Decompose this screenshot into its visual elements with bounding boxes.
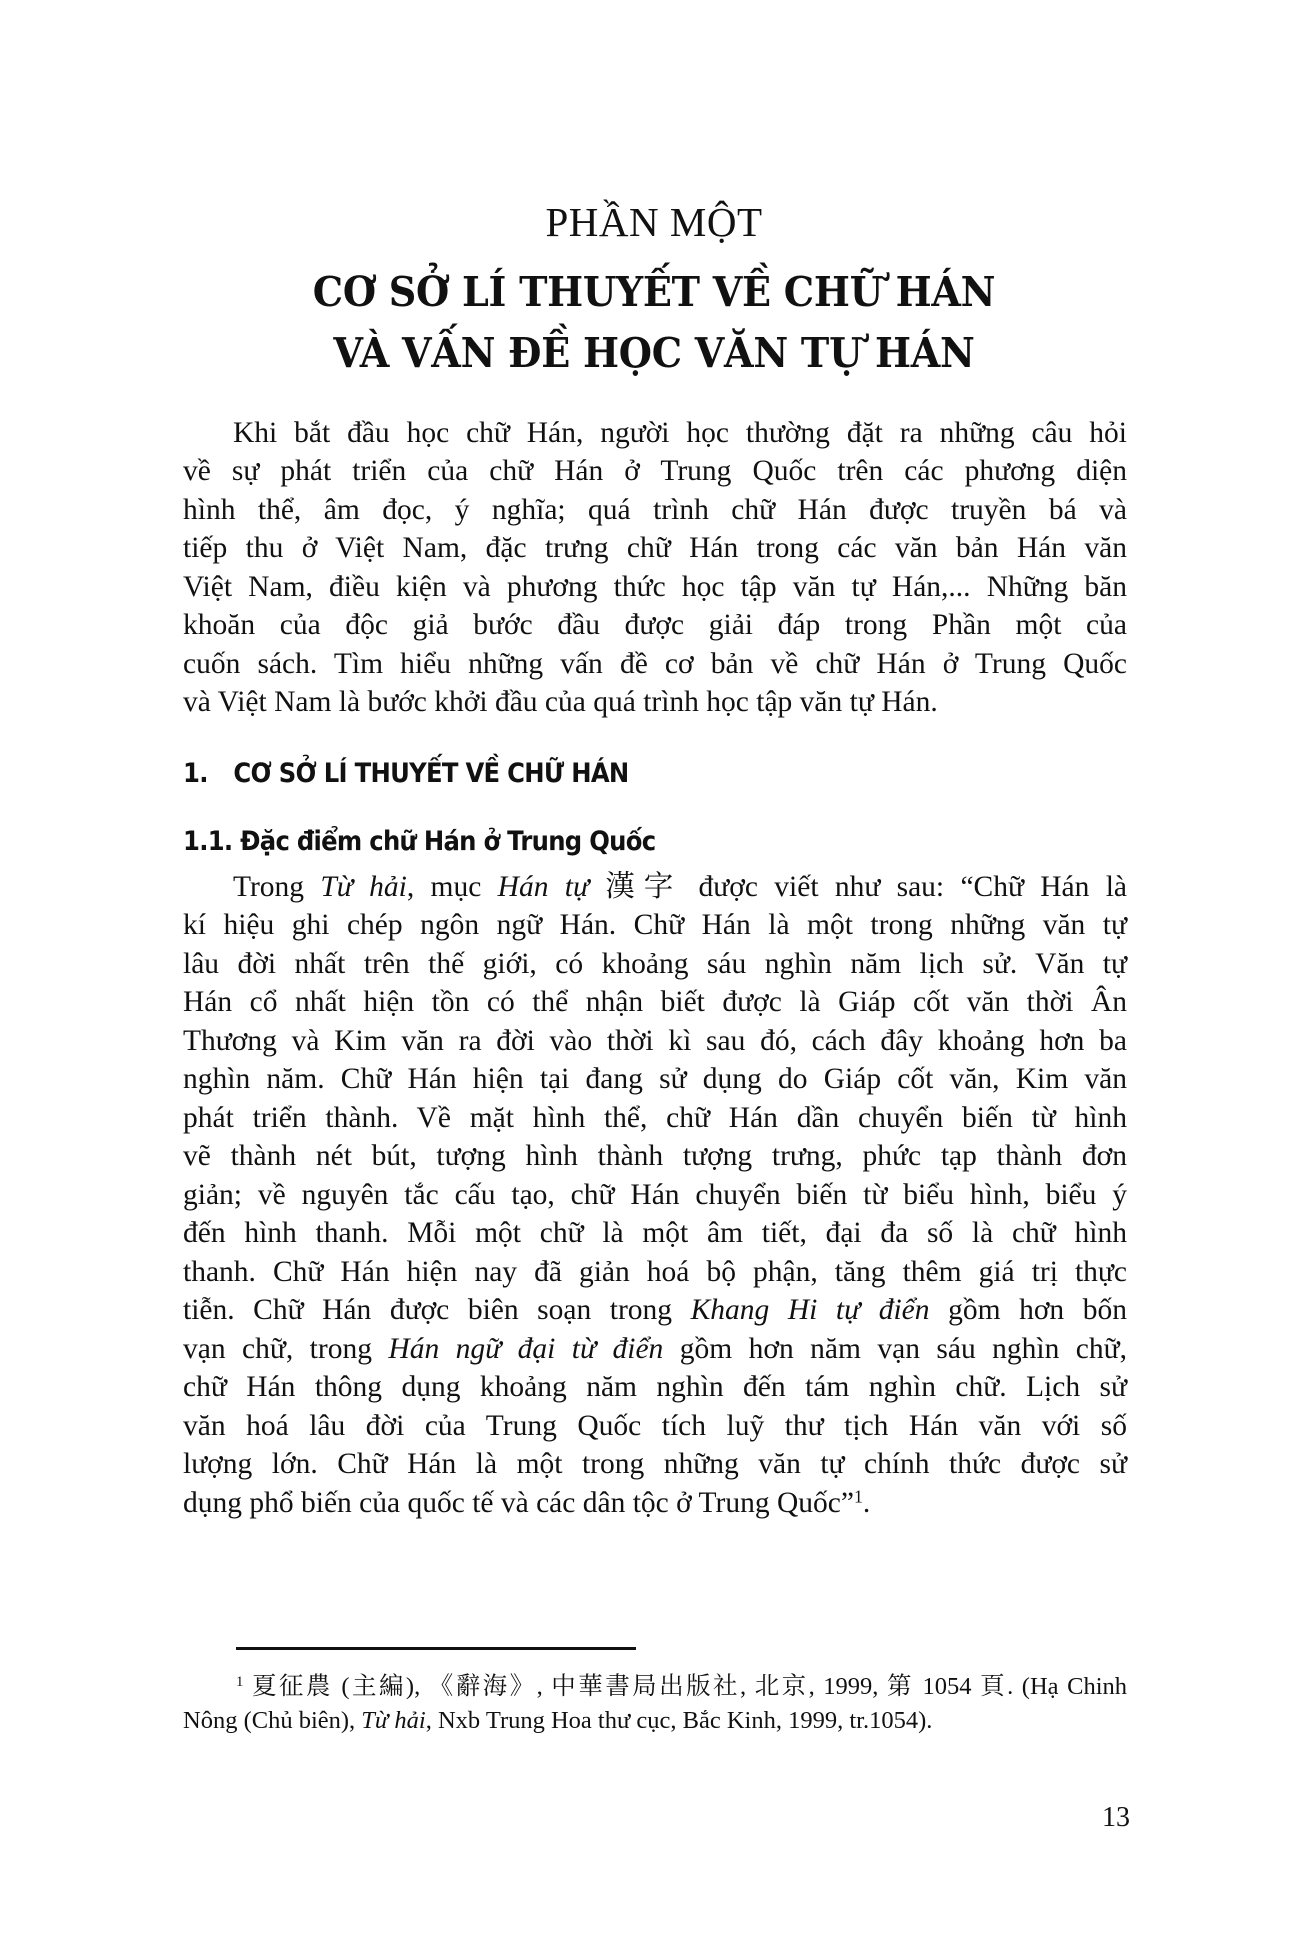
body-line: phát triển thành. Về mặt hình thể, chữ Hán dần chuyển biến từ hình	[183, 1102, 1127, 1134]
text: 夏征農 (主編), 《辭海》, 中華書局出版社, 北京, 1999, 第 1054 頁. (Hạ Chinh	[251, 1673, 1127, 1700]
text: vạn chữ, trong	[183, 1333, 389, 1365]
intro-line: Khi bắt đầu học chữ Hán, người học thường đặt ra những câu hỏi	[233, 417, 1127, 449]
page-number: 13	[1102, 1802, 1130, 1833]
footnote-line	[236, 1670, 1127, 1704]
text: , mục	[406, 871, 498, 903]
body-line: Hán cổ nhất hiện tồn có thể nhận biết được là Giáp cốt văn thời Ân	[183, 986, 1127, 1018]
body-line: đến hình thanh. Mỗi một chữ là một âm tiết, đại đa số là chữ hình	[183, 1217, 1127, 1249]
text: , Nxb Trung Hoa thư cục, Bắc Kinh, 1999, tr.1054).	[425, 1707, 933, 1734]
book-title-khang-hi: Khang Hi tự điển	[690, 1294, 930, 1326]
text: 漢字 được viết như sau: “Chữ Hán là	[589, 871, 1127, 903]
text: gồm hơn bốn	[929, 1294, 1127, 1326]
body-line: vẽ thành nét bút, tượng hình thành tượng trưng, phức tạp thành đơn	[183, 1140, 1127, 1172]
book-title-tu-hai: Từ hải	[361, 1707, 426, 1734]
section-title: CƠ SỞ LÍ THUYẾT VỀ CHỮ HÁN	[233, 758, 629, 789]
part-label: PHẦN MỘT	[545, 199, 763, 245]
body-line: giản; về nguyên tắc cấu tạo, chữ Hán chuyển biến từ biểu hình, biểu ý	[183, 1179, 1127, 1211]
intro-line: tiếp thu ở Việt Nam, đặc trưng chữ Hán trong các văn bản Hán văn	[183, 532, 1127, 564]
text: Trong	[233, 871, 321, 903]
intro-line: cuốn sách. Tìm hiểu những vấn đề cơ bản về chữ Hán ở Trung Quốc	[183, 648, 1127, 680]
text: Nông (Chủ biên),	[183, 1707, 362, 1734]
body-line: lượng lớn. Chữ Hán là một trong những văn tự chính thức được sử	[183, 1448, 1127, 1480]
text: tiễn. Chữ Hán được biên soạn trong	[183, 1294, 691, 1326]
body-line	[183, 1484, 1127, 1522]
text: dụng phổ biến của quốc tế và các dân tộc ở Trung Quốc”	[183, 1487, 854, 1519]
text: gồm hơn năm vạn sáu nghìn chữ,	[663, 1333, 1127, 1365]
body-line	[183, 1330, 1127, 1368]
term-han-tu: Hán tự	[497, 871, 590, 903]
section-number: 1.	[183, 758, 208, 789]
book-title-tu-hai: Từ hải	[320, 871, 407, 903]
body-line: lâu đời nhất trên thế giới, có khoảng sáu nghìn năm lịch sử. Văn tự	[183, 948, 1127, 980]
body-line: Thương và Kim văn ra đời vào thời kì sau đó, cách đây khoảng hơn ba	[183, 1025, 1127, 1057]
part-title-line-1: CƠ SỞ LÍ THUYẾT VỀ CHỮ HÁN	[312, 268, 996, 316]
body-line: chữ Hán thông dụng khoảng năm nghìn đến tám nghìn chữ. Lịch sử	[183, 1371, 1127, 1403]
part-title-line-2: VÀ VẤN ĐỀ HỌC VĂN TỰ HÁN	[333, 329, 975, 377]
section-heading-1	[183, 758, 629, 789]
text: .	[862, 1487, 871, 1519]
book-title-han-ngu: Hán ngữ đại từ điển	[388, 1333, 664, 1365]
footnote-separator	[236, 1647, 636, 1650]
body-line: nghìn năm. Chữ Hán hiện tại đang sử dụng do Giáp cốt văn, Kim văn	[183, 1063, 1127, 1095]
body-line: văn hoá lâu đời của Trung Quốc tích luỹ thư tịch Hán văn với số	[183, 1410, 1127, 1442]
intro-line: hình thể, âm đọc, ý nghĩa; quá trình chữ Hán được truyền bá và	[183, 494, 1127, 526]
body-line	[233, 868, 1127, 906]
subsection-heading-1-1: 1.1. Đặc điểm chữ Hán ở Trung Quốc	[183, 826, 656, 857]
intro-line: về sự phát triển của chữ Hán ở Trung Quốc trên các phương diện	[183, 455, 1127, 487]
footnote-line	[183, 1704, 1127, 1738]
body-line: thanh. Chữ Hán hiện nay đã giản hoá bộ phận, tăng thêm giá trị thực	[183, 1256, 1127, 1288]
intro-line: Việt Nam, điều kiện và phương thức học tập văn tự Hán,... Những băn	[183, 571, 1127, 603]
intro-line: khoăn của độc giả bước đầu được giải đáp trong Phần một của	[183, 609, 1127, 641]
body-line: kí hiệu ghi chép ngôn ngữ Hán. Chữ Hán là một trong những văn tự	[183, 909, 1127, 941]
intro-line: và Việt Nam là bước khởi đầu của quá trình học tập văn tự Hán.	[183, 686, 938, 718]
body-line	[183, 1291, 1127, 1329]
footnote-marker: 1	[236, 1673, 244, 1690]
footnote-reference[interactable]: 1	[853, 1486, 863, 1507]
